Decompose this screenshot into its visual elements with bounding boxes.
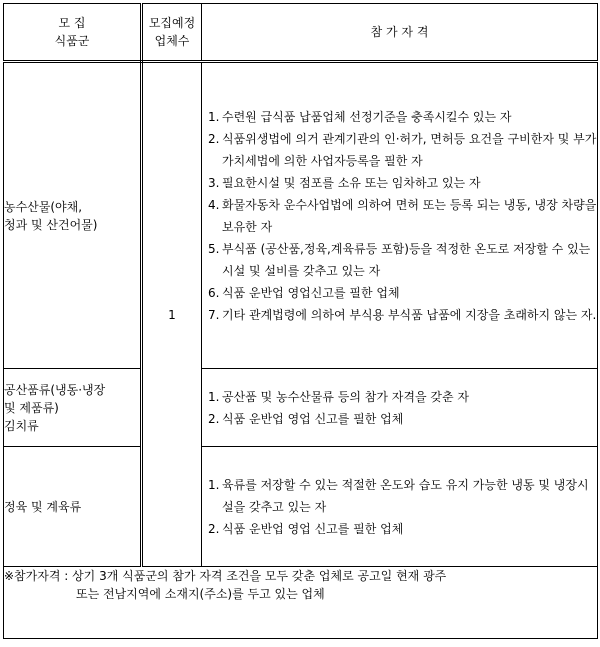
category-line: 공산품류(냉동·냉장: [4, 382, 106, 397]
item-text: 화물자동차 운수사업법에 의하여 면허 또는 등록 되는 냉동, 냉장 차량을 보유한 자: [222, 197, 597, 234]
header-count-cell: [142, 4, 202, 62]
header-requirements-cell: [202, 4, 598, 62]
table-row: [4, 62, 598, 369]
item-number: 1.: [208, 389, 220, 404]
count-value: 1: [168, 307, 176, 322]
header-category-line2: 식품군: [54, 34, 90, 48]
header-category-cell: [4, 4, 142, 62]
item-number: 1.: [208, 109, 220, 124]
header-count-line1: 모집예정: [148, 16, 196, 30]
category-line: 및 제품류): [4, 400, 59, 415]
category-line: 청과 및 산건어물): [4, 217, 98, 232]
item-text: 식품위생법에 의거 관계기관의 인·허가, 면허등 요건을 구비한자 및 부가가치세법에 의한 사업자등록을 필한 자: [222, 131, 597, 168]
item-number: 5.: [208, 241, 220, 256]
list-item: [208, 386, 597, 408]
list-item: [208, 106, 597, 128]
requirements-cell-processed: [202, 369, 598, 447]
item-number: 3.: [208, 175, 220, 190]
item-text: 식품 운반업 영업 신고를 필한 업체: [222, 521, 404, 536]
list-item: [208, 408, 597, 430]
list-item: [208, 304, 597, 326]
table-header-row: [4, 4, 598, 62]
category-cell-processed: [4, 369, 142, 447]
table-row: [4, 447, 598, 567]
note-line1: ※참가자격 : 상기 3개 식품군의 참가 자격 조건을 모두 갖춘 업체로 공고일 현재 광주: [4, 569, 447, 583]
requirements-list: [202, 386, 597, 430]
category-line: 농수산물(야채,: [4, 199, 83, 214]
item-text: 공산품 및 농수산물류 등의 참가 자격을 갖춘 자: [222, 389, 469, 404]
table-row: [4, 369, 598, 447]
item-number: 6.: [208, 285, 220, 300]
list-item: [208, 172, 597, 194]
category-line: 정육 및 계육류: [4, 499, 82, 514]
note-cell: [4, 567, 598, 639]
requirements-list: [202, 106, 597, 326]
count-cell: [142, 62, 202, 567]
header-category-line1: 모 집: [58, 16, 86, 30]
item-number: 2.: [208, 131, 220, 146]
item-text: 육류를 저장할 수 있는 적절한 온도와 습도 유지 가능한 냉동 및 냉장시설을 갖추고 있는 자: [222, 477, 589, 514]
category-cell-produce: [4, 62, 142, 369]
requirements-cell-produce: [202, 62, 598, 369]
note-line2: 또는 전남지역에 소재지(주소)를 두고 있는 업체: [76, 587, 325, 601]
item-number: 4.: [208, 197, 220, 212]
list-item: [208, 474, 597, 518]
item-text: 필요한시설 및 점포를 소유 또는 임차하고 있는 자: [222, 175, 481, 190]
item-text: 기타 관계법령에 의하여 부식용 부식품 납품에 지장을 초래하지 않는 자.: [222, 307, 597, 322]
list-item: [208, 282, 597, 304]
item-number: 2.: [208, 521, 220, 536]
category-cell-meat: [4, 447, 142, 567]
item-text: 부식품 (공산품,정육,계육류등 포함)등을 적정한 온도로 저장할 수 있는 시설 및 설비를 갖추고 있는 자: [222, 241, 591, 278]
header-requirements: 참 가 자 격: [370, 25, 429, 39]
recruitment-table: [3, 3, 598, 639]
category-line: 김치류: [4, 418, 39, 433]
item-number: 2.: [208, 411, 220, 426]
item-number: 1.: [208, 477, 220, 492]
item-text: 수련원 급식품 납품업체 선정기준을 충족시킬수 있는 자: [222, 109, 512, 124]
list-item: [208, 194, 597, 238]
list-item: [208, 128, 597, 172]
list-item: [208, 238, 597, 282]
requirements-list: [202, 474, 597, 540]
requirements-cell-meat: [202, 447, 598, 567]
list-item: [208, 518, 597, 540]
item-text: 식품 운반업 영업 신고를 필한 업체: [222, 411, 404, 426]
table-row-note: [4, 567, 598, 639]
item-text: 식품 운반업 영업신고를 필한 업체: [222, 285, 400, 300]
item-number: 7.: [208, 307, 220, 322]
header-count-line2: 업체수: [154, 34, 190, 48]
